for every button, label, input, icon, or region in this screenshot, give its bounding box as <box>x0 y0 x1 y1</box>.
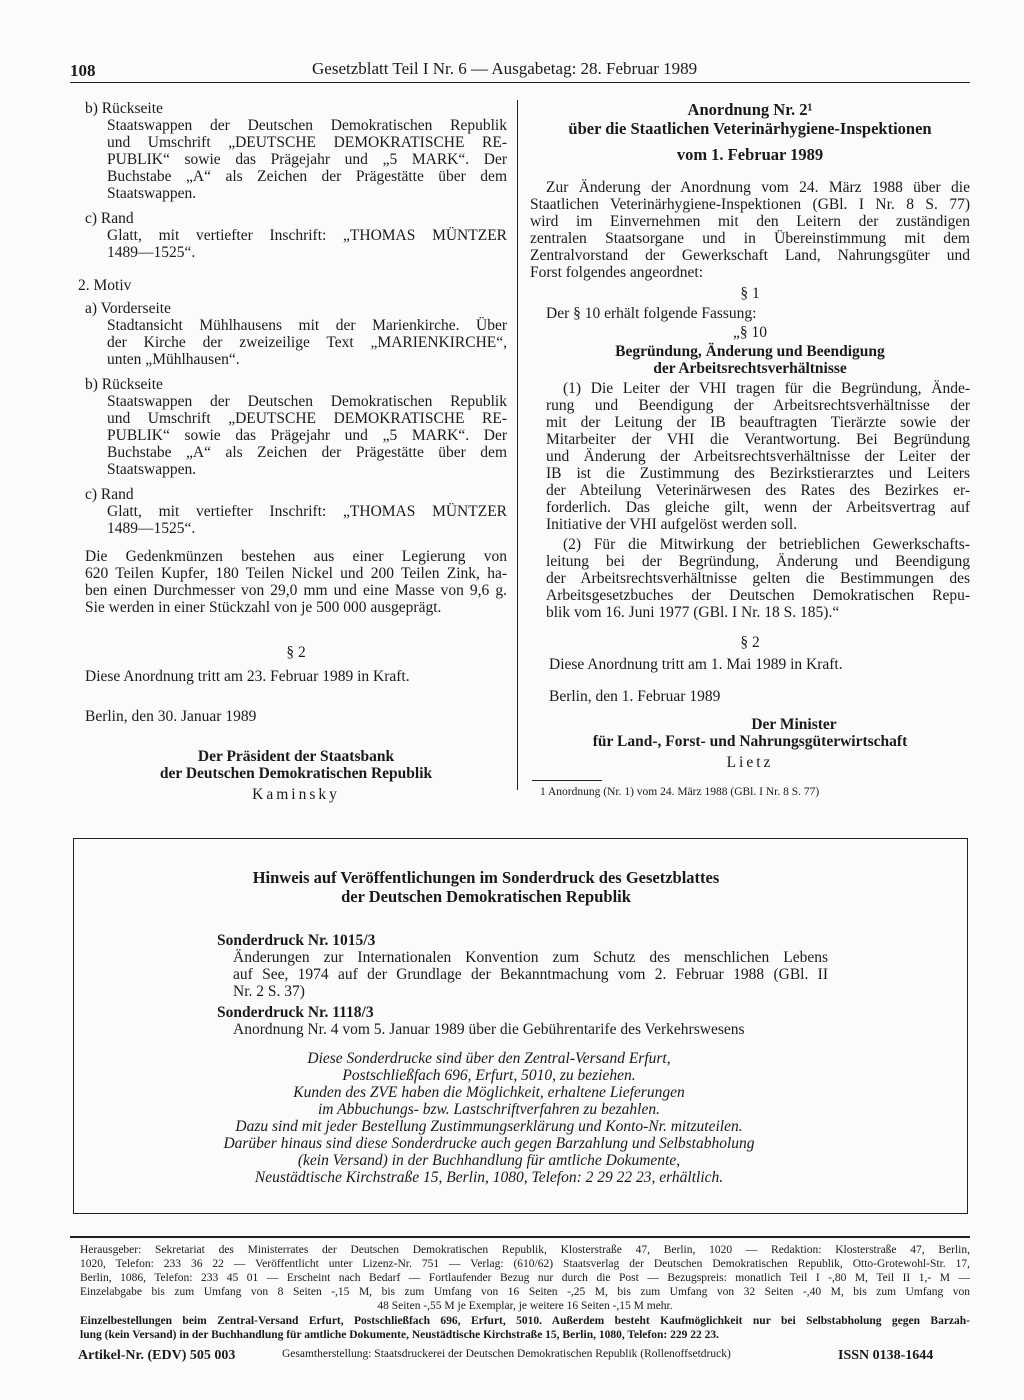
text-line: Die Gedenkmünzen bestehen aus einer Legierung von <box>85 548 507 565</box>
text-line: Diese Anordnung tritt am 23. Februar 1989 in Kraft. <box>85 668 410 685</box>
text-line: blik vom 16. Juni 1977 (GBl. I Nr. 18 S. 185).“ <box>546 604 840 621</box>
text-line: leitung bei der Begründung, Änderung und Beendigung <box>546 553 970 570</box>
text-line: und Umschrift „DEUTSCHE DEMOKRATISCHE RE- <box>107 410 507 427</box>
text-line: Initiative der VHI aufgelöst werden soll. <box>546 516 798 533</box>
text-line: und Umschrift „DEUTSCHE DEMOKRATISCHE RE- <box>107 134 507 151</box>
section-title: der Arbeitsrechtsverhältnisse <box>653 360 847 377</box>
text-line: Nr. 2 S. 37) <box>233 983 305 1000</box>
text-line: auf See, 1974 auf der Grundlage der Bekanntmachung vom 2. Februar 1988 (GBl. II <box>233 966 828 983</box>
notice-title: Hinweis auf Veröffentlichungen im Sonderdruck des Gesetzblattes <box>252 868 720 887</box>
info-line: (kein Versand) in der Buchhandlung für amtliche Dokumente, <box>297 1152 681 1169</box>
info-line: Kunden des ZVE haben die Möglichkeit, erhaltene Lieferungen <box>293 1084 685 1101</box>
footnote-rule <box>532 780 602 781</box>
text-line: (2) Für die Mitwirkung der betrieblichen Gewerkschafts- <box>563 536 970 553</box>
imprint-line: Berlin, 1086, Telefon: 233 45 01 — Erscheint nach Bedarf — Fortlaufender Bezug nur durch die Post — Bezugspreis: monatlich Teil I -,80 M, Teil II 1,- M — <box>80 1272 970 1284</box>
text-line: Forst folgendes angeordnet: <box>530 264 704 281</box>
section-heading: § 1 <box>740 285 760 302</box>
text-line: Staatswappen. <box>107 461 197 478</box>
sonderdruck-heading: Sonderdruck Nr. 1118/3 <box>217 1004 374 1021</box>
text-line: Zentralvorstand der Gewerkschaft Land, Nahrungsgüter und <box>530 247 970 264</box>
info-line: Neustädtische Kirchstraße 15, Berlin, 1080, Telefon: 2 29 22 23, erhältlich. <box>254 1169 724 1186</box>
info-line: Postschließfach 696, Erfurt, 5010, zu beziehen. <box>342 1067 636 1084</box>
text-line: IB ist die Zustimmung des Bezirkstierarztes und Leiters <box>546 465 970 482</box>
footnote: 1 Anordnung (Nr. 1) vom 24. März 1988 (GBl. I Nr. 8 S. 77) <box>540 786 820 798</box>
item-label: c) Rand <box>85 210 134 227</box>
section-heading: § 2 <box>740 634 760 651</box>
signature-title: Der Minister <box>751 716 837 733</box>
imprint-line: Einzelabgabe bis zum Umfang von 8 Seiten -,15 M, bis zum Umfang von 16 Seiten -,25 M, bis zum Umfang von 32 Seiten -,40 M, bis zum Umfang von <box>80 1286 970 1298</box>
article-number: Artikel-Nr. (EDV) 505 003 <box>78 1348 236 1363</box>
text-line: PUBLIK“ sowie das Prägejahr und „5 MARK“. Der <box>107 151 507 168</box>
text-line: 1489—1525“. <box>107 520 196 537</box>
text-line: Staatlichen Veterinärhygiene-Inspektionen (GBl. I Nr. 8 S. 77) <box>530 196 970 213</box>
item-label: a) Vorderseite <box>85 300 171 317</box>
text-line: Staatswappen der Deutschen Demokratischen Republik <box>107 117 507 134</box>
text-line: 620 Teilen Kupfer, 180 Teilen Nickel und 200 Teilen Zink, ha- <box>85 565 507 582</box>
running-title: Gesetzblatt Teil I Nr. 6 — Ausgabetag: 28. Februar 1989 <box>312 59 698 78</box>
header-rule <box>70 82 970 83</box>
ordinance-title: Anordnung Nr. 2¹ <box>687 100 813 119</box>
imprint-line: 48 Seiten -,55 M je Exemplar, je weitere 16 Seiten -,15 M mehr. <box>377 1300 673 1312</box>
notice-subtitle: der Deutschen Demokratischen Republik <box>341 887 631 906</box>
info-line: Diese Sonderdrucke sind über den Zentral-Versand Erfurt, <box>307 1050 671 1067</box>
text-line: der Abteilung Veterinärwesen des Rates des Bezirkes er- <box>546 482 970 499</box>
text-line: Buchstabe „A“ als Zeichen der Prägestätte über dem <box>107 444 507 461</box>
imprint-rule <box>70 1236 970 1238</box>
signature-title: Der Präsident der Staatsbank <box>197 748 395 765</box>
text-line: rung und Beendigung der Arbeitsrechtsverhältnisse der <box>546 397 970 414</box>
info-line: im Abbuchungs- bzw. Lastschriftverfahren zu bezahlen. <box>318 1101 660 1118</box>
signature-title: der Deutschen Demokratischen Republik <box>159 765 433 782</box>
text-line: Glatt, mit vertiefter Inschrift: „THOMAS MÜNTZER <box>107 503 507 520</box>
text-line: und Änderung der Arbeitsrechtsverhältnisse der Leiter der <box>546 448 970 465</box>
text-line: 1489—1525“. <box>107 244 196 261</box>
text-line: Staatswappen. <box>107 185 197 202</box>
imprint-line: 1020, Telefon: 233 36 22 — Veröffentlicht unter Lizenz-Nr. 751 — Verlag: (610/62) Staatsverlag der Deutschen Demokratischen Republik, Otto-Grotewohl-Str. 17, <box>80 1258 970 1270</box>
issn: ISSN 0138-1644 <box>838 1348 934 1363</box>
text-line: der Arbeitsrechtsverhältnisse gelten die Bestimmungen des <box>546 570 970 587</box>
column-divider <box>517 100 518 790</box>
imprint-line: Herausgeber: Sekretariat des Ministerrates der Deutschen Demokratischen Republik, Klosterstraße 47, Berlin, 1020 — Redaktion: Klosterstraße 47, Berlin, <box>80 1244 970 1256</box>
imprint-ordering: Einzelbestellungen beim Zentral-Versand Erfurt, Postschließfach 696, Erfurt, 5010. Außerdem besteht Kaufmöglichkeit nur bei Selbstabholung gegen Barzah- <box>80 1315 970 1327</box>
text-line: Stadtansicht Mühlhausens mit der Marienkirche. Über <box>107 317 507 334</box>
section-heading: § 2 <box>286 644 306 661</box>
info-line: Dazu sind mit jeder Bestellung Zustimmungserklärung und Konto-Nr. mitzuteilen. <box>235 1118 743 1135</box>
text-line: der Kirche der zweizeilige Text „MARIENKIRCHE“, <box>107 334 507 351</box>
text-line: ben einen Durchmesser von 29,0 mm und eine Masse von 9,6 g. <box>85 582 507 599</box>
text-line: PUBLIK“ sowie das Prägejahr und „5 MARK“. Der <box>107 427 507 444</box>
text-line: Buchstabe „A“ als Zeichen der Prägestätte über dem <box>107 168 507 185</box>
item-label: b) Rückseite <box>85 376 163 393</box>
signature-title: für Land-, Forst- und Nahrungsgüterwirtschaft <box>592 733 908 750</box>
text-line: Diese Anordnung tritt am 1. Mai 1989 in Kraft. <box>549 656 843 673</box>
text-line: unten „Mühlhausen“. <box>107 351 240 368</box>
info-line: Darüber hinaus sind diese Sonderdrucke auch gegen Barzahlung und Selbstabholung <box>223 1135 755 1152</box>
text-line: Zur Änderung der Anordnung vom 24. März 1988 über die <box>546 179 970 196</box>
text-line: Der § 10 erhält folgende Fassung: <box>546 305 757 322</box>
text-line: Mitarbeiter der VHI die Verantwortung. Bei Begründung <box>546 431 970 448</box>
text-line: Arbeitsgesetzbuches der Deutschen Demokratischen Repu- <box>546 587 970 604</box>
printer-info: Gesamtherstellung: Staatsdruckerei der Deutschen Demokratischen Republik (Rollenoffsetdruck) <box>282 1348 731 1360</box>
section-title: Begründung, Änderung und Beendigung <box>615 343 885 360</box>
place-date: Berlin, den 1. Februar 1989 <box>549 688 721 705</box>
section-label: 2. Motiv <box>78 277 132 294</box>
signature-name: Kaminsky <box>252 786 340 803</box>
item-label: c) Rand <box>85 486 134 503</box>
text-line: wird im Einvernehmen mit den Leitern der zuständigen <box>530 213 970 230</box>
text-line: mit der Leitung der IB beauftragten Tierärzte sowie der <box>546 414 970 431</box>
text-line: Anordnung Nr. 4 vom 5. Januar 1989 über die Gebührentarife des Verkehrswesens <box>233 1021 745 1038</box>
section-heading: „§ 10 <box>732 324 767 341</box>
signature-name: Lietz <box>726 754 774 771</box>
ordinance-date: vom 1. Februar 1989 <box>676 145 824 164</box>
text-line: Staatswappen der Deutschen Demokratischen Republik <box>107 393 507 410</box>
text-line: Glatt, mit vertiefter Inschrift: „THOMAS MÜNTZER <box>107 227 507 244</box>
text-line: (1) Die Leiter der VHI tragen für die Begründung, Ände- <box>563 380 970 397</box>
imprint-ordering: lung (kein Versand) in der Buchhandlung für amtliche Dokumente, Neustädtische Kirchstraße 15, Berlin, 1080, Telefon: 229 22 23. <box>80 1329 719 1341</box>
page-number: 108 <box>70 61 96 80</box>
sonderdruck-heading: Sonderdruck Nr. 1015/3 <box>217 932 376 949</box>
text-line: forderlich. Das gleiche gilt, wenn der Arbeitsvertrag auf <box>546 499 970 516</box>
ordinance-subtitle: über die Staatlichen Veterinärhygiene-Inspektionen <box>568 119 932 138</box>
text-line: Änderungen zur Internationalen Konvention zum Schutz des menschlichen Lebens <box>233 949 828 966</box>
place-date: Berlin, den 30. Januar 1989 <box>85 708 257 725</box>
text-line: Sie werden in einer Stückzahl von je 500 000 ausgeprägt. <box>85 599 442 616</box>
text-line: zentralen Staatsorgane und in Übereinstimmung mit dem <box>530 230 970 247</box>
item-label: b) Rückseite <box>85 100 163 117</box>
